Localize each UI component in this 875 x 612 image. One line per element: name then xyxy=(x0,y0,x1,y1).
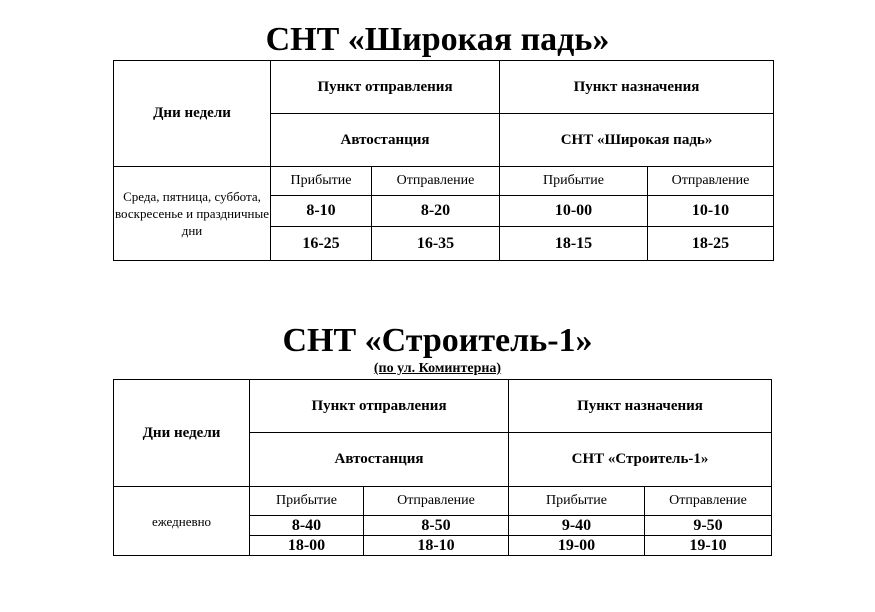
days-value: ежедневно xyxy=(114,487,250,556)
time-cell: 18-00 xyxy=(250,536,364,556)
time-cell: 16-25 xyxy=(271,227,372,261)
time-cell: 19-00 xyxy=(509,536,645,556)
time-cell: 10-00 xyxy=(500,196,648,227)
time-cell: 8-20 xyxy=(372,196,500,227)
time-cell: 9-40 xyxy=(509,516,645,536)
time-cell: 18-25 xyxy=(648,227,774,261)
schedule1-table xyxy=(113,60,774,261)
days-header: Дни недели xyxy=(114,61,271,167)
col-label: Прибытие xyxy=(250,487,364,516)
col-label: Отправление xyxy=(372,167,500,196)
departure-place: Автостанция xyxy=(250,433,509,487)
schedule2-subtitle: (по ул. Коминтерна) xyxy=(373,361,502,376)
days-header: Дни недели xyxy=(114,380,250,487)
time-cell: 18-10 xyxy=(364,536,509,556)
time-cell: 10-10 xyxy=(648,196,774,227)
departure-header: Пункт отправления xyxy=(271,61,500,114)
time-cell: 16-35 xyxy=(372,227,500,261)
col-label: Отправление xyxy=(645,487,772,516)
destination-place: СНТ «Строитель-1» xyxy=(509,433,772,487)
destination-place: СНТ «Широкая падь» xyxy=(500,114,774,167)
destination-header: Пункт назначения xyxy=(500,61,774,114)
col-label: Отправление xyxy=(364,487,509,516)
col-label: Прибытие xyxy=(271,167,372,196)
time-cell: 18-15 xyxy=(500,227,648,261)
time-cell: 19-10 xyxy=(645,536,772,556)
schedule1-title: СНТ «Широкая падь» xyxy=(265,21,610,58)
col-label: Прибытие xyxy=(500,167,648,196)
departure-place: Автостанция xyxy=(271,114,500,167)
schedule2-table xyxy=(113,379,772,556)
schedule2-title: СНТ «Строитель-1» xyxy=(282,322,593,359)
time-cell: 8-40 xyxy=(250,516,364,536)
col-label: Отправление xyxy=(648,167,774,196)
destination-header: Пункт назначения xyxy=(509,380,772,433)
departure-header: Пункт отправления xyxy=(250,380,509,433)
col-label: Прибытие xyxy=(509,487,645,516)
days-value: Среда, пятница, суббота, воскресенье и праздничные дни xyxy=(114,167,271,261)
time-cell: 8-50 xyxy=(364,516,509,536)
time-cell: 9-50 xyxy=(645,516,772,536)
time-cell: 8-10 xyxy=(271,196,372,227)
